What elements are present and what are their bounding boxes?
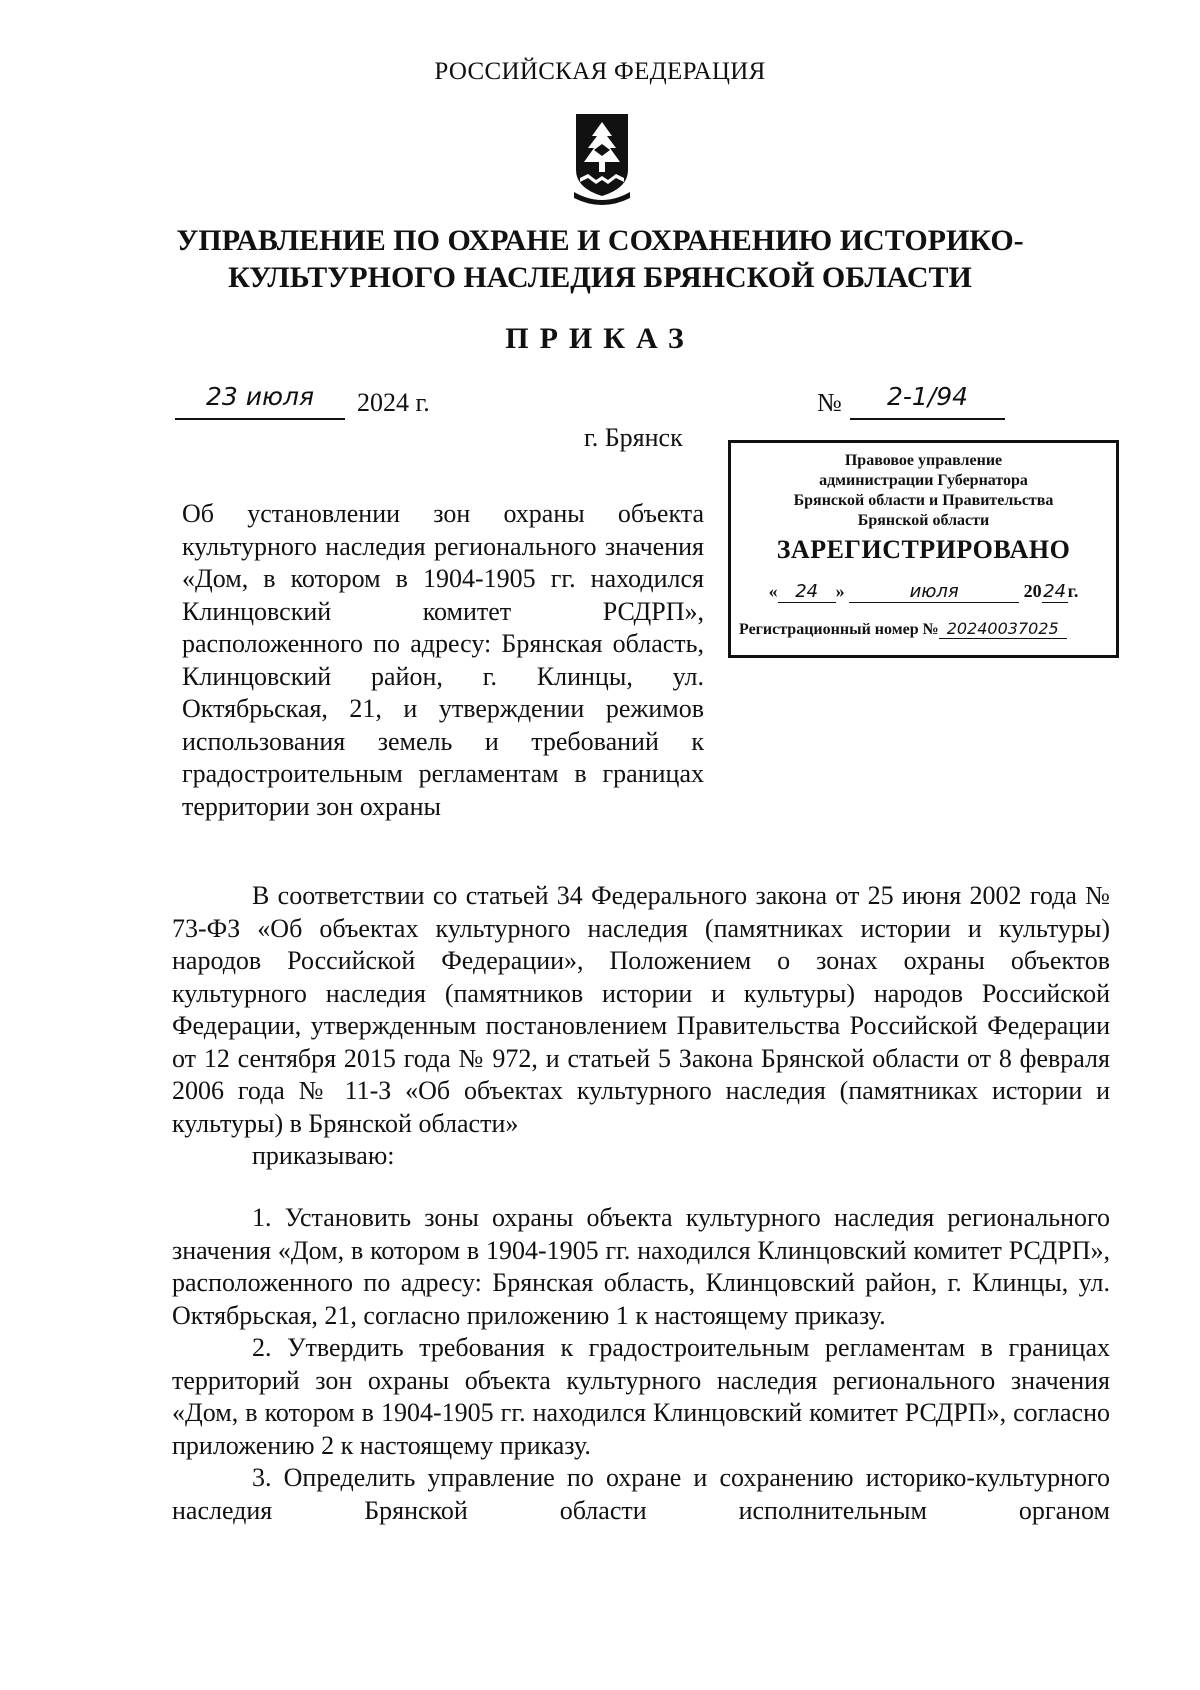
stamp-reg-number: 20240037025 — [939, 619, 1067, 639]
stamp-quote-open: « — [768, 581, 778, 601]
country-heading: РОССИЙСКАЯ ФЕДЕРАЦИЯ — [434, 58, 766, 85]
stamp-reg-label: Регистрационный номер № — [739, 621, 939, 638]
stamp-status: ЗАРЕГИСТРИРОВАНО — [776, 535, 1071, 564]
order-word: приказываю: — [252, 1141, 395, 1170]
stamp-line-2: администрации Губернатора — [819, 472, 1028, 489]
agency-name — [150, 222, 1050, 296]
bryansk-coat-of-arms-icon — [572, 108, 632, 206]
stamp-quote-close: » — [835, 581, 845, 601]
order-date-year: 2024 г. — [357, 388, 430, 417]
order-item-1: 1. Установить зоны охраны объекта культурного наследия регионального значения «Дом, в котором в 1904-1905 гг. находился Клинцовский комитет РСДРП», расположенного по адресу: Брянская область, Клинцовский район, г. Клинцы, ул. Октябрьская, 21, согласно приложению 1 к настоящему приказу. — [172, 1203, 1110, 1330]
order-number-label: № — [817, 388, 842, 417]
stamp-line-1: Правовое управление — [844, 452, 1003, 469]
order-items — [172, 1202, 1110, 1527]
stamp-registration-number — [739, 619, 1067, 639]
order-city: г. Брянск — [584, 423, 683, 452]
stamp-day: 24 — [778, 581, 836, 603]
order-item-3: 3. Определить управление по охране и сохранению историко-культурного наследия Брянской области исполнительным органом — [172, 1463, 1110, 1525]
order-item-2: 2. Утвердить требования к градостроительным регламентам в границах территорий зон охраны объекта культурного наследия регионального значения «Дом, в котором в 1904-1905 гг. находился Клинцовский комитет РСДРП», согласно приложению 2 к настоящему приказу. — [172, 1333, 1110, 1460]
stamp-line-3: Брянской области и Правительства — [793, 492, 1054, 509]
order-date-handwritten: 23 июля — [175, 382, 345, 420]
agency-name-line1: УПРАВЛЕНИЕ ПО ОХРАНЕ И СОХРАНЕНИЮ ИСТОРИКО- — [176, 224, 1024, 257]
stamp-year-prefix: 20 — [1023, 581, 1042, 601]
stamp-date — [731, 581, 1116, 611]
stamp-year: 24 — [1043, 581, 1067, 602]
order-number-handwritten: 2-1/94 — [850, 382, 1005, 420]
registration-stamp — [728, 440, 1119, 658]
stamp-month: июля — [849, 581, 1019, 603]
stamp-line-4: Брянской области — [857, 512, 990, 529]
agency-name-line2: КУЛЬТУРНОГО НАСЛЕДИЯ БРЯНСКОЙ ОБЛАСТИ — [228, 261, 972, 294]
preamble-paragraph: В соответствии со статьей 34 Федерального закона от 25 июня 2002 года № 73-ФЗ «Об объектах культурного наследия (памятниках истории и культуры) народов Российской Федерации», Положением о зонах охраны объектов культурного наследия (памятников истории и культуры) народов Российской Федерации, утвержденным постановлением Правительства Российской Федерации от 12 сентября 2015 года № 972, и статьей 5 Закона Брянской области от 8 февраля 2006 года № 11-З «Об объектах культурного наследия (памятниках истории и культуры) в Брянской области» — [172, 881, 1110, 1138]
stamp-year-suffix: г. — [1067, 581, 1079, 601]
document-type: ПРИКАЗ — [505, 322, 695, 355]
order-body — [172, 880, 1110, 1173]
order-subject: Об установлении зон охраны объекта культурного наследия регионального значения «Дом, в котором в 1904-1905 гг. находился Клинцовский комитет РСДРП», расположенного по адресу: Брянская область, Клинцовский район, г. Клинцы, ул. Октябрьская, 21, и утверждении режимов использования земель и требований к градостроительным регламентам в границах территории зон охраны — [182, 499, 704, 821]
